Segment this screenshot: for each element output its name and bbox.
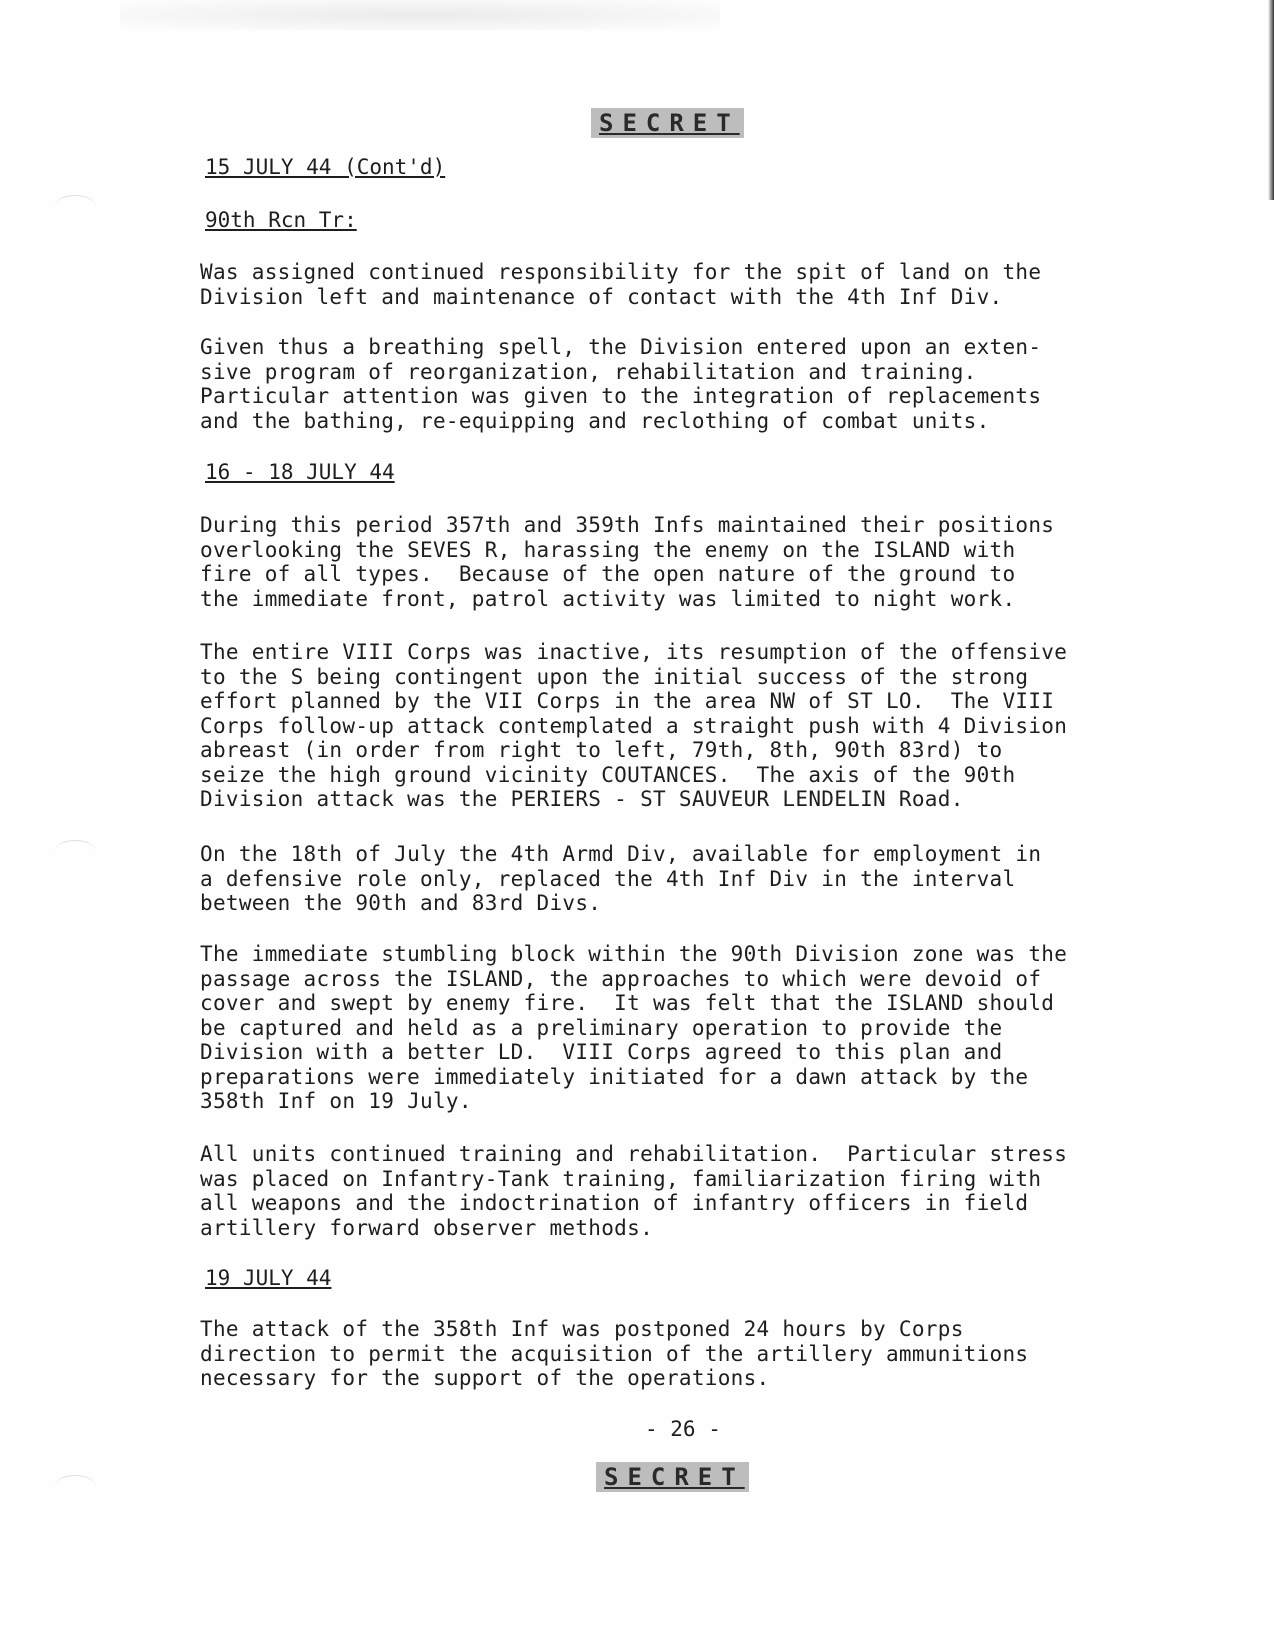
scan-edge-shadow <box>1268 0 1274 200</box>
classification-stamp-top: SECRET <box>591 108 744 138</box>
classification-stamp-bottom: SECRET <box>596 1462 749 1492</box>
section-heading-15-july: 15 JULY 44 (Cont'd) <box>205 155 446 179</box>
paragraph: On the 18th of July the 4th Armd Div, available for employment in a defensive role only, replaced the 4th Inf Div in the interval between the 90th and 83rd Divs. <box>200 842 1042 915</box>
paragraph: Was assigned continued responsibility for the spit of land on the Division left and maintenance of contact with the 4th Inf Div. <box>200 260 1042 309</box>
paragraph: The entire VIII Corps was inactive, its resumption of the offensive to the S being contingent upon the initial success of the strong effort planned by the VII Corps in the area NW of ST LO. The VIII Corps follow-up attack contemplated a straight push with 4 Division abreast (in order from right to left, 79th, 8th, 90th 83rd) to seize the high ground vicinity COUTANCES. The axis of the 90th Division attack was the PERIERS - ST SAUVEUR LENDELIN Road. <box>200 640 1068 811</box>
paragraph: All units continued training and rehabilitation. Particular stress was placed on Infantry-Tank training, familiarization firing with all weapons and the indoctrination of infantry officers in field artillery forward observer methods. <box>200 1142 1068 1240</box>
paragraph: During this period 357th and 359th Infs maintained their positions overlooking the SEVES R, harassing the enemy on the ISLAND with fire of all types. Because of the open nature of the ground to the immediate front, patrol activity was limited to night work. <box>200 513 1055 611</box>
scan-smudge <box>120 0 720 30</box>
section-heading-19-july: 19 JULY 44 <box>205 1266 332 1290</box>
paragraph: The attack of the 358th Inf was postponed 24 hours by Corps direction to permit the acquisition of the artillery ammunitions necessary for the support of the operations. <box>200 1317 1029 1390</box>
paragraph: Given thus a breathing spell, the Division entered upon an exten- sive program of reorganization, rehabilitation and training. Particular attention was given to the integration of replacements and the bathing, re-equipping and reclothing of combat units. <box>200 335 1042 433</box>
margin-hole-mark <box>55 1475 95 1496</box>
margin-hole-mark <box>55 840 95 861</box>
margin-hole-mark <box>55 195 95 216</box>
paragraph: The immediate stumbling block within the 90th Division zone was the passage across the ISLAND, the approaches to which were devoid of cover and swept by enemy fire. It was felt that the ISLAND should be captured and held as a preliminary operation to provide the Division with a better LD. VIII Corps agreed to this plan and preparations were immediately initiated for a dawn attack by the 358th Inf on 19 July. <box>200 942 1068 1113</box>
section-heading-16-18-july: 16 - 18 JULY 44 <box>205 460 395 484</box>
page-number: - 26 - <box>645 1417 721 1441</box>
section-heading-90th-rcn-tr: 90th Rcn Tr: <box>205 208 357 232</box>
